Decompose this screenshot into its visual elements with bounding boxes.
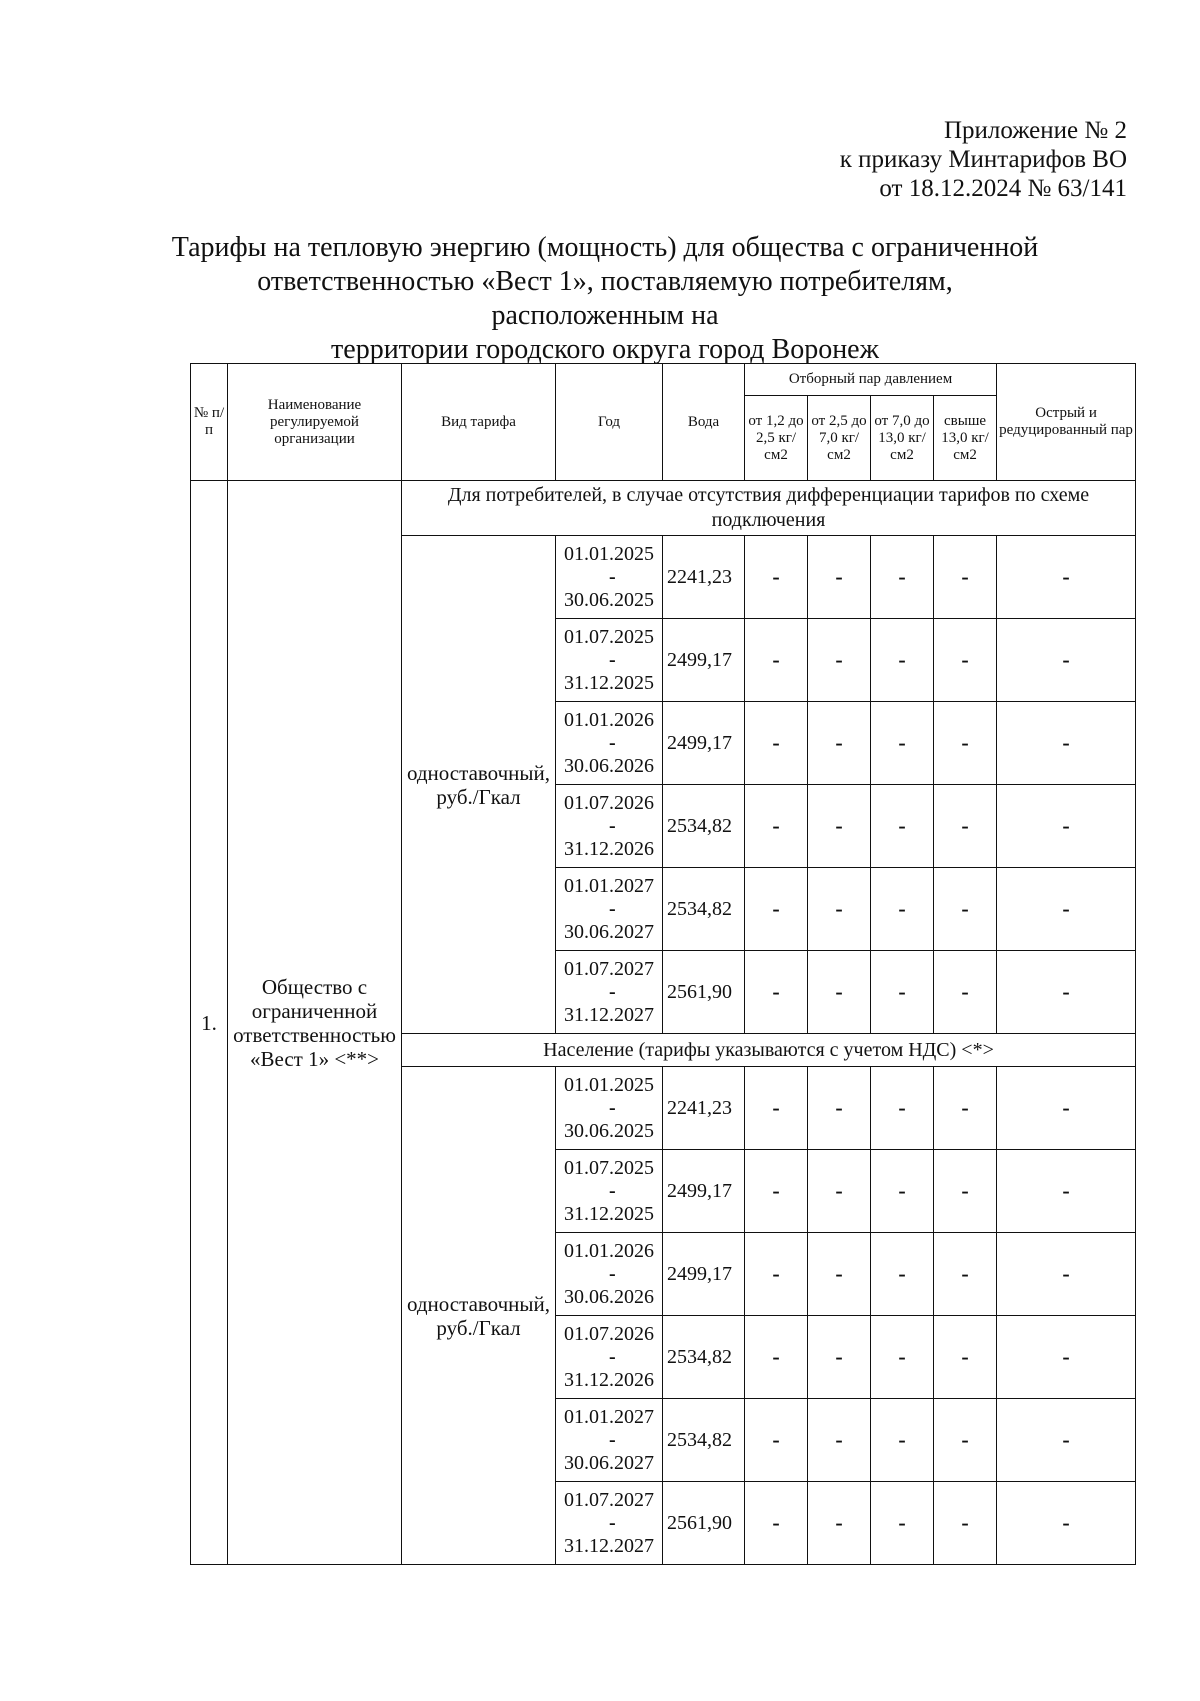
water-tariff: 2534,82	[663, 785, 745, 868]
tariff-p3: -	[871, 619, 934, 702]
tariff-p4: -	[934, 1482, 997, 1565]
period-end: 31.12.2025	[564, 671, 654, 694]
tariff-p3: -	[871, 1399, 934, 1482]
tariff-sharp: -	[997, 868, 1136, 951]
appendix-line-3: от 18.12.2024 № 63/141	[879, 175, 1127, 202]
tariff-sharp: -	[997, 619, 1136, 702]
tariff-p3: -	[871, 1316, 934, 1399]
period-end: 31.12.2027	[564, 1534, 654, 1557]
title-line-2: ответственностью «Вест 1», поставляемую потребителям, расположенным на	[257, 266, 953, 331]
water-tariff: 2241,23	[663, 1067, 745, 1150]
tariff-type: одноставочный, руб./Гкал	[402, 536, 556, 1034]
period-separator: -	[609, 1262, 616, 1285]
tariff-p3: -	[871, 1067, 934, 1150]
water-tariff: 2499,17	[663, 1233, 745, 1316]
period-end: 30.06.2026	[564, 1285, 654, 1308]
tariff-sharp: -	[997, 1316, 1136, 1399]
tariff-p3: -	[871, 868, 934, 951]
water-tariff: 2241,23	[663, 536, 745, 619]
tariff-p2: -	[808, 1067, 871, 1150]
tariff-p4: -	[934, 702, 997, 785]
appendix-reference	[840, 116, 1127, 203]
period-cell	[556, 1067, 663, 1150]
period-start: 01.01.2025	[564, 542, 654, 565]
tariff-p3: -	[871, 785, 934, 868]
period-cell	[556, 1316, 663, 1399]
period-separator: -	[609, 980, 616, 1003]
period-cell	[556, 619, 663, 702]
appendix-line-2: к приказу Минтарифов ВО	[839, 146, 1127, 173]
period-separator: -	[609, 1345, 616, 1368]
tariff-p2: -	[808, 1316, 871, 1399]
period-cell	[556, 1482, 663, 1565]
tariff-p4: -	[934, 1399, 997, 1482]
row-number: 1.	[191, 481, 228, 1565]
tariff-p4: -	[934, 1150, 997, 1233]
water-tariff: 2561,90	[663, 951, 745, 1034]
tariff-sharp: -	[997, 1482, 1136, 1565]
period-start: 01.01.2026	[564, 708, 654, 731]
tariff-sharp: -	[997, 536, 1136, 619]
tariff-p2: -	[808, 1482, 871, 1565]
tariff-sharp: -	[997, 1067, 1136, 1150]
tariff-p3: -	[871, 1150, 934, 1233]
period-end: 30.06.2027	[564, 920, 654, 943]
water-tariff: 2534,82	[663, 868, 745, 951]
water-tariff: 2499,17	[663, 619, 745, 702]
tariff-p4: -	[934, 1233, 997, 1316]
tariff-p3: -	[871, 702, 934, 785]
header-water: Вода	[663, 364, 745, 481]
header-year: Год	[556, 364, 663, 481]
tariff-p2: -	[808, 619, 871, 702]
period-start: 01.01.2026	[564, 1239, 654, 1262]
tariff-table	[190, 363, 1136, 1565]
tariff-p4: -	[934, 619, 997, 702]
period-cell	[556, 536, 663, 619]
period-start: 01.07.2026	[564, 791, 654, 814]
tariff-p3: -	[871, 951, 934, 1034]
period-end: 30.06.2027	[564, 1451, 654, 1474]
document-title	[160, 231, 1050, 367]
tariff-p1: -	[745, 619, 808, 702]
section-title: Для потребителей, в случае отсутствия дифференциации тарифов по схеме подключения	[402, 481, 1136, 536]
tariff-p1: -	[745, 702, 808, 785]
tariff-p1: -	[745, 1067, 808, 1150]
water-tariff: 2534,82	[663, 1399, 745, 1482]
tariff-sharp: -	[997, 1150, 1136, 1233]
period-start: 01.01.2025	[564, 1073, 654, 1096]
header-pressure-1: от 1,2 до 2,5 кг/см2	[745, 396, 808, 481]
tariff-p1: -	[745, 1233, 808, 1316]
tariff-p2: -	[808, 951, 871, 1034]
tariff-sharp: -	[997, 702, 1136, 785]
tariff-p1: -	[745, 1482, 808, 1565]
header-sharp-steam: Острый и редуцированный пар	[997, 364, 1136, 481]
tariff-sharp: -	[997, 951, 1136, 1034]
header-pressure-3: от 7,0 до 13,0 кг/см2	[871, 396, 934, 481]
tariff-p1: -	[745, 1399, 808, 1482]
period-end: 30.06.2025	[564, 588, 654, 611]
period-cell	[556, 1399, 663, 1482]
period-separator: -	[609, 1179, 616, 1202]
tariff-p2: -	[808, 785, 871, 868]
tariff-p2: -	[808, 536, 871, 619]
period-start: 01.07.2025	[564, 1156, 654, 1179]
header-steam-group: Отборный пар давлением	[745, 364, 997, 396]
period-start: 01.07.2027	[564, 1488, 654, 1511]
period-start: 01.07.2026	[564, 1322, 654, 1345]
tariff-p4: -	[934, 868, 997, 951]
tariff-p2: -	[808, 702, 871, 785]
period-cell	[556, 702, 663, 785]
tariff-p1: -	[745, 951, 808, 1034]
period-start: 01.01.2027	[564, 1405, 654, 1428]
period-end: 31.12.2026	[564, 837, 654, 860]
tariff-p4: -	[934, 1316, 997, 1399]
tariff-p1: -	[745, 785, 808, 868]
period-cell	[556, 785, 663, 868]
tariff-p1: -	[745, 868, 808, 951]
tariff-p2: -	[808, 1150, 871, 1233]
period-separator: -	[609, 1096, 616, 1119]
tariff-p3: -	[871, 536, 934, 619]
tariff-p4: -	[934, 785, 997, 868]
period-end: 30.06.2025	[564, 1119, 654, 1142]
tariff-sharp: -	[997, 1233, 1136, 1316]
tariff-p2: -	[808, 868, 871, 951]
tariff-p1: -	[745, 1316, 808, 1399]
tariff-p1: -	[745, 536, 808, 619]
organization-name: Общество с ограниченной ответственностью «Вест 1» <**>	[228, 481, 402, 1565]
water-tariff: 2534,82	[663, 1316, 745, 1399]
period-separator: -	[609, 731, 616, 754]
period-start: 01.01.2027	[564, 874, 654, 897]
tariff-p3: -	[871, 1233, 934, 1316]
water-tariff: 2499,17	[663, 702, 745, 785]
tariff-p3: -	[871, 1482, 934, 1565]
period-end: 30.06.2026	[564, 754, 654, 777]
header-row-1	[191, 364, 1136, 396]
tariff-sharp: -	[997, 785, 1136, 868]
period-separator: -	[609, 897, 616, 920]
period-separator: -	[609, 814, 616, 837]
period-start: 01.07.2027	[564, 957, 654, 980]
period-separator: -	[609, 1428, 616, 1451]
section-title: Население (тарифы указываются с учетом НДС) <*>	[402, 1034, 1136, 1067]
period-cell	[556, 868, 663, 951]
period-end: 31.12.2025	[564, 1202, 654, 1225]
period-start: 01.07.2025	[564, 625, 654, 648]
period-separator: -	[609, 648, 616, 671]
header-organization: Наименование регулируемой организации	[228, 364, 402, 481]
tariff-p2: -	[808, 1233, 871, 1316]
period-cell	[556, 1233, 663, 1316]
header-tariff-type: Вид тарифа	[402, 364, 556, 481]
header-pressure-4: свыше 13,0 кг/см2	[934, 396, 997, 481]
period-end: 31.12.2027	[564, 1003, 654, 1026]
period-separator: -	[609, 565, 616, 588]
appendix-line-1: Приложение № 2	[943, 117, 1127, 144]
header-pressure-2: от 2,5 до 7,0 кг/см2	[808, 396, 871, 481]
title-line-3: территории городского округа город Воронеж	[331, 334, 879, 365]
title-line-1: Тарифы на тепловую энергию (мощность) для общества с ограниченной	[171, 232, 1039, 263]
tariff-type: одноставочный, руб./Гкал	[402, 1067, 556, 1565]
header-num: № п/п	[191, 364, 228, 481]
water-tariff: 2499,17	[663, 1150, 745, 1233]
period-cell	[556, 951, 663, 1034]
tariff-p4: -	[934, 951, 997, 1034]
period-end: 31.12.2026	[564, 1368, 654, 1391]
period-separator: -	[609, 1511, 616, 1534]
tariff-p4: -	[934, 536, 997, 619]
period-cell	[556, 1150, 663, 1233]
tariff-sharp: -	[997, 1399, 1136, 1482]
section-row	[191, 481, 1136, 536]
tariff-p1: -	[745, 1150, 808, 1233]
water-tariff: 2561,90	[663, 1482, 745, 1565]
tariff-p2: -	[808, 1399, 871, 1482]
tariff-p4: -	[934, 1067, 997, 1150]
